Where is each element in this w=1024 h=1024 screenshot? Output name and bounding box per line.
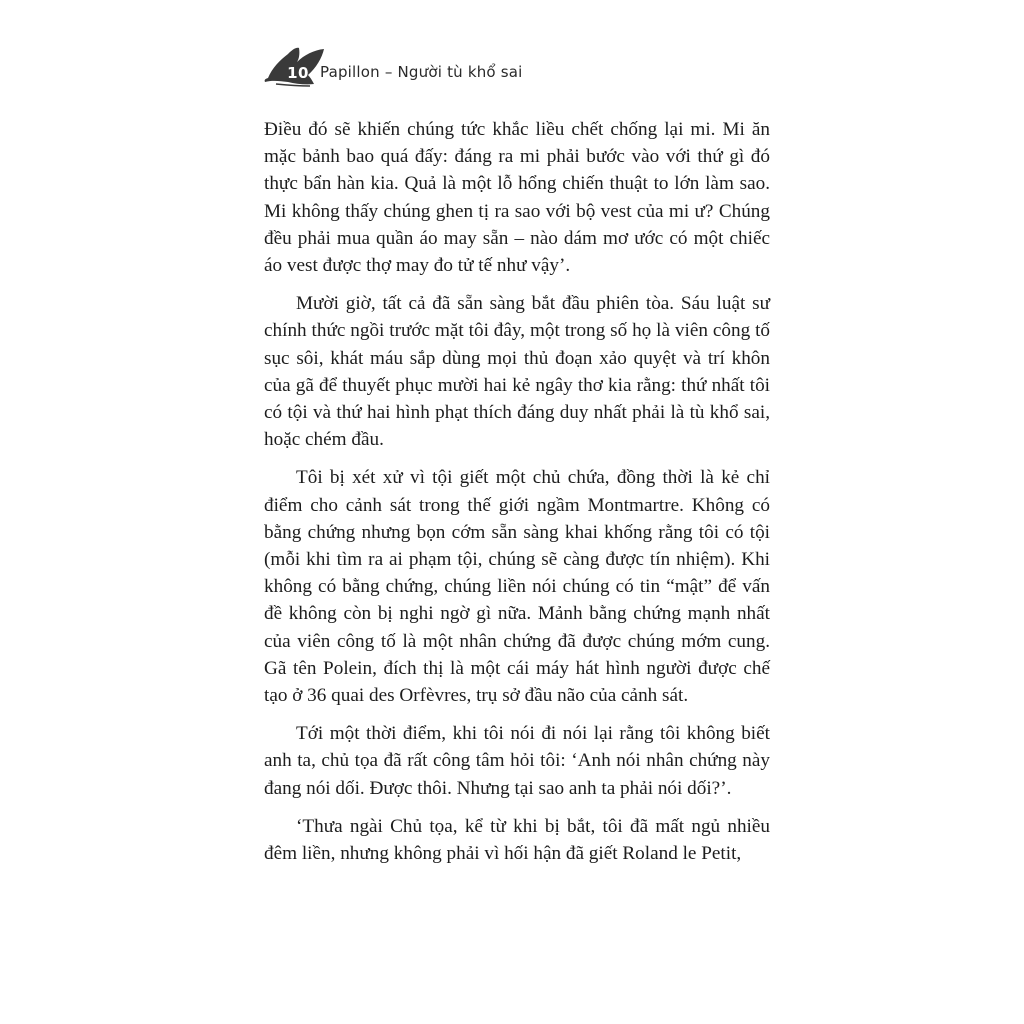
paragraph: Điều đó sẽ khiến chúng tức khắc liều chết chống lại mi. Mi ăn mặc bảnh bao quá đấy: đáng ra mi phải bước vào với thứ gì đó thực bẩn hàn kia. Quả là một lỗ hổng chiến thuật to lớn làm sao. Mi không thấy chúng ghen tị ra sao với bộ vest của mi ư? Chúng đều phải mua quần áo may sẵn – nào dám mơ ước có một chiếc áo vest được thợ may đo tử tế như vậy’. xyxy=(264,119,770,277)
page-header xyxy=(262,44,782,94)
page-number: 10 xyxy=(287,64,309,82)
paragraph: Tới một thời điểm, khi tôi nói đi nói lại rằng tôi không biết anh ta, chủ tọa đã rất công tâm hỏi tôi: ‘Anh nói nhân chứng này đang nói dối. Được thôi. Nhưng tại sao anh ta phải nói dối?’. xyxy=(264,723,770,799)
body-text xyxy=(264,116,770,878)
paragraph: Tôi bị xét xử vì tội giết một chủ chứa, đồng thời là kẻ chỉ điểm cho cảnh sát trong thế giới ngầm Montmartre. Không có bằng chứng nhưng bọn cớm sẵn sàng khai khống rằng tôi có tội (mỗi khi tìm ra ai phạm tội, chúng sẽ càng được tín nhiệm). Khi không có bằng chứng, chúng liền nói chúng có tin “mật” để vấn đề không còn bị nghi ngờ gì nữa. Mảnh bằng chứng mạnh nhất của viên công tố là một nhân chứng đã được chúng mớm cung. Gã tên Polein, đích thị là một cái máy hát hình người được chế tạo ở 36 quai des Orfèvres, trụ sở đầu não của cảnh sát. xyxy=(264,467,770,707)
paragraph: Mười giờ, tất cả đã sẵn sàng bắt đầu phiên tòa. Sáu luật sư chính thức ngồi trước mặt tôi đây, một trong số họ là viên công tố sục sôi, khát máu sắp dùng mọi thủ đoạn xảo quyệt và trí khôn của gã để thuyết phục mười hai kẻ ngây thơ kia rằng: thứ nhất tôi có tội và thứ hai hình phạt thích đáng duy nhất phải là tù khổ sai, hoặc chém đầu. xyxy=(264,293,770,451)
paragraph: ‘Thưa ngài Chủ tọa, kể từ khi bị bắt, tôi đã mất ngủ nhiều đêm liền, nhưng không phải vì hối hận đã giết Roland le Petit, xyxy=(264,815,770,865)
running-title: Papillon – Người tù khổ sai xyxy=(320,63,523,81)
